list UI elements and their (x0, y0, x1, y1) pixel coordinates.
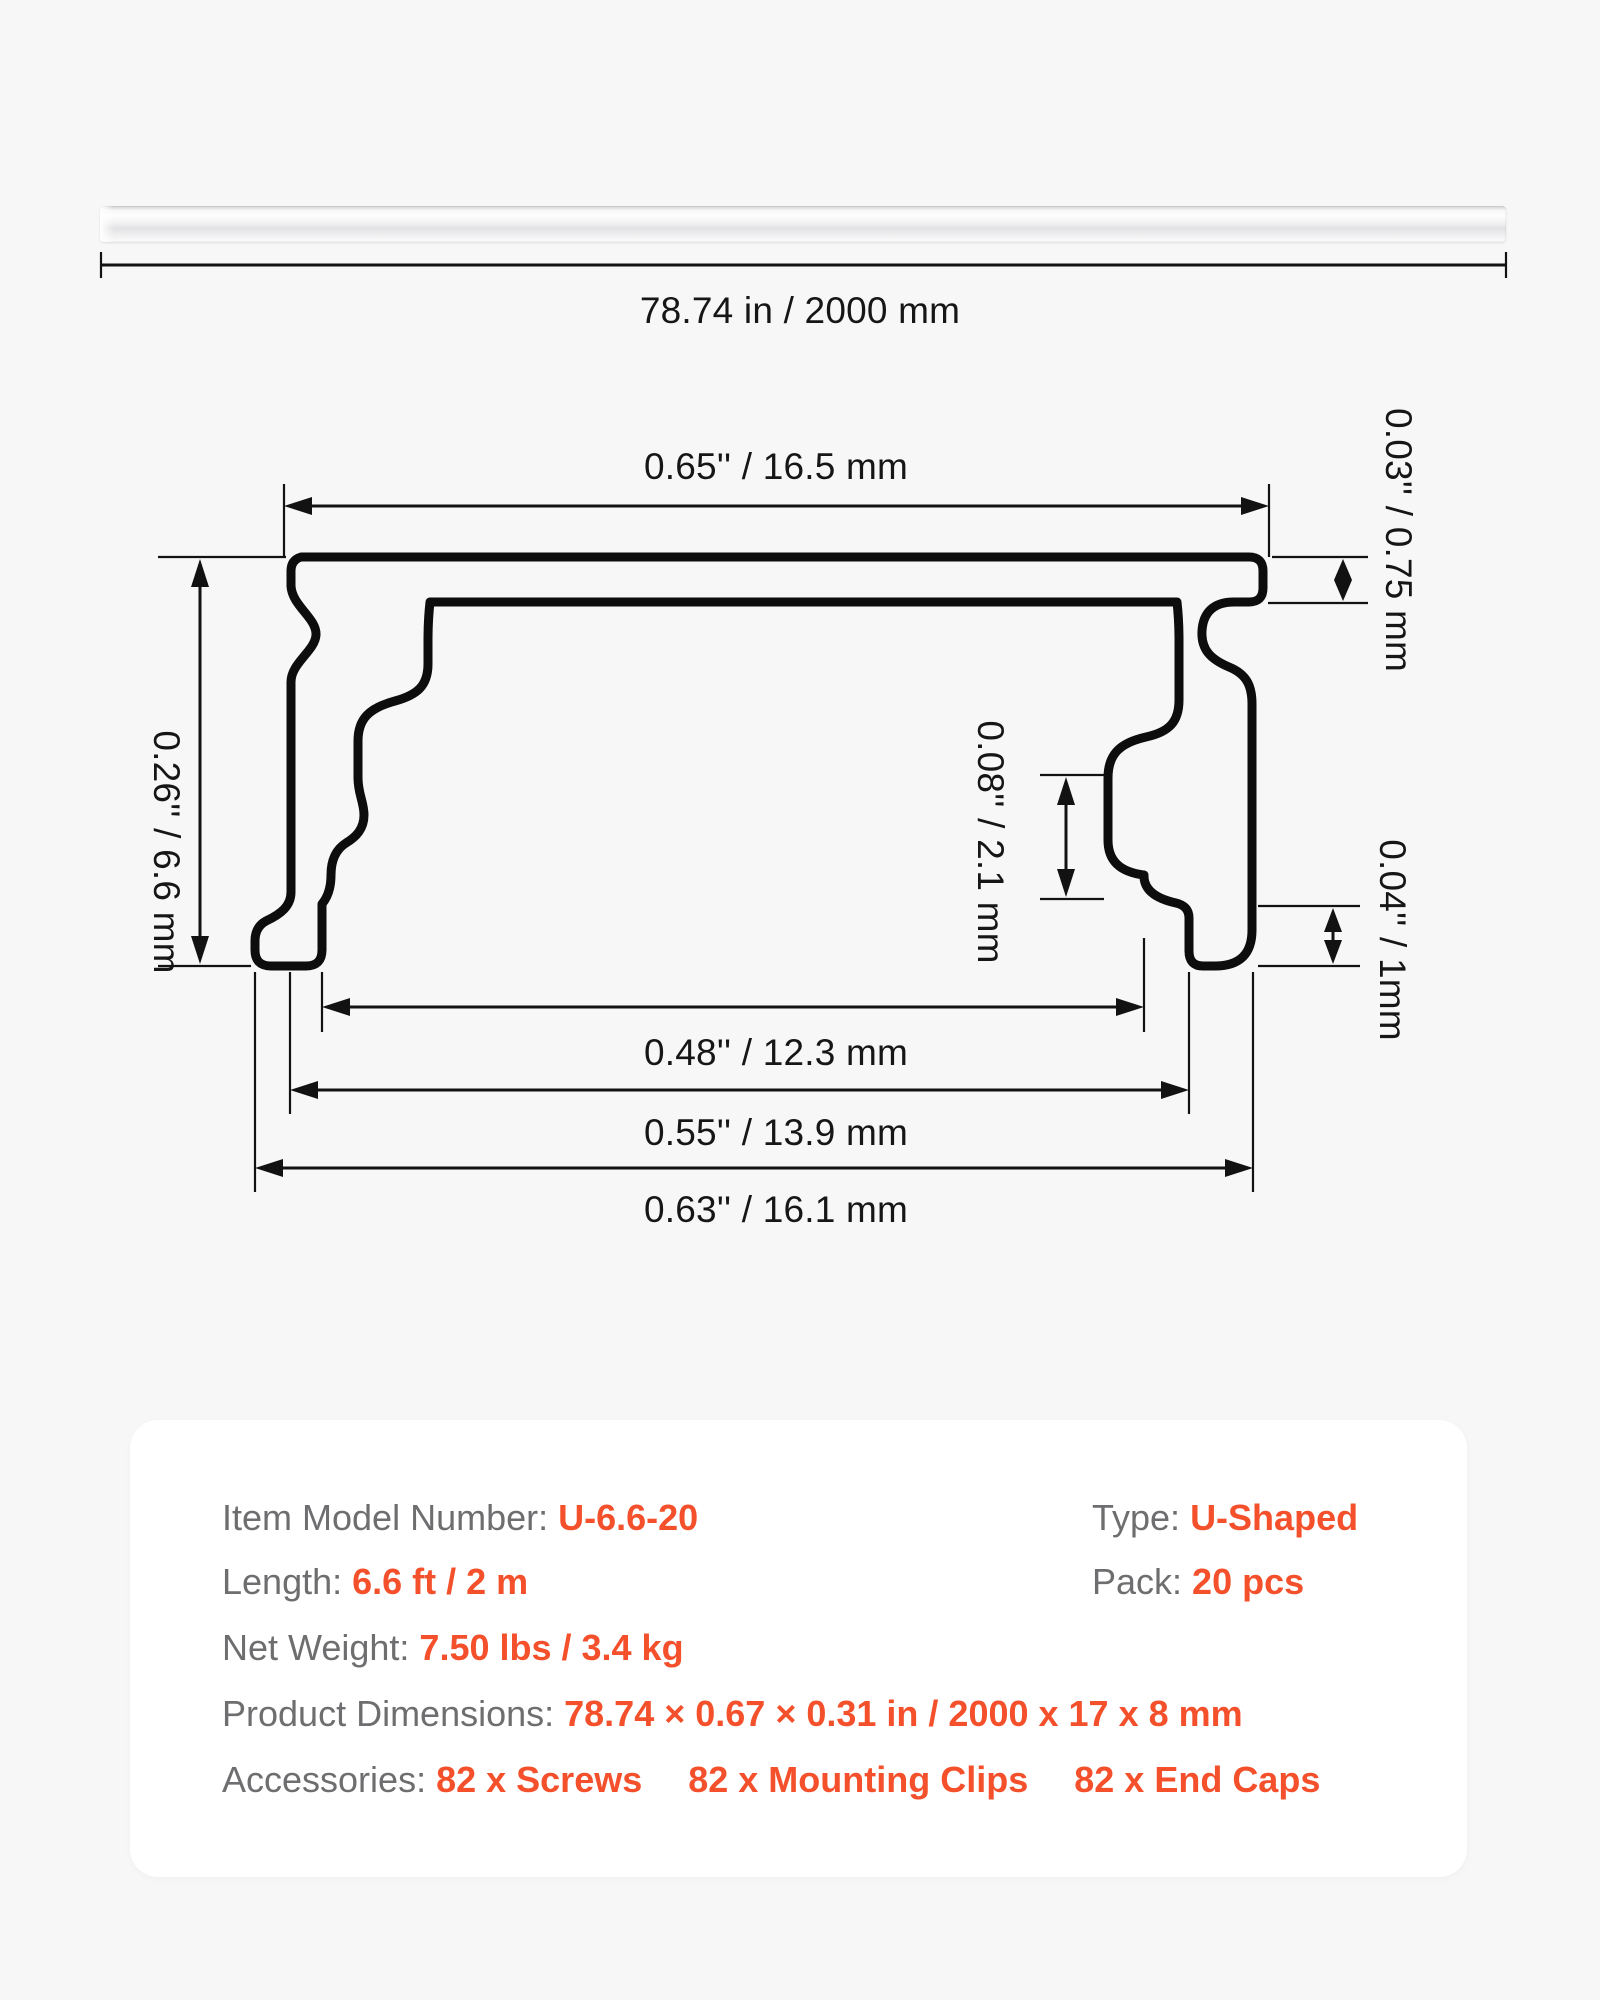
spec-label-pack: Pack: (1092, 1561, 1193, 1602)
spec-value-pack: 20 pcs (1192, 1561, 1305, 1602)
label-top-wall: 0.03'' / 0.75 mm (1378, 407, 1419, 673)
label-overall-height: 0.26'' / 6.6 mm (146, 730, 187, 974)
spec-label-model: Item Model Number: (222, 1497, 559, 1538)
label-top-width: 0.65'' / 16.5 mm (643, 446, 909, 487)
spec-value-endcaps: 82 x End Caps (1074, 1759, 1321, 1800)
spec-value-model: U-6.6-20 (558, 1497, 699, 1538)
spec-row-accessories (222, 1759, 1320, 1801)
spec-row-model (222, 1497, 698, 1539)
label-foot-height: 0.04'' / 1mm (1372, 839, 1413, 1041)
spec-row-type (1092, 1497, 1358, 1539)
spec-value-weight: 7.50 lbs / 3.4 kg (419, 1627, 684, 1668)
profile-outline (255, 557, 1263, 966)
label-outer-width: 0.63'' / 16.1 mm (643, 1189, 909, 1230)
spec-row-length (222, 1561, 528, 1603)
dim-top-wall (1268, 557, 1368, 603)
spec-label-type: Type: (1092, 1497, 1191, 1538)
spec-value-clips: 82 x Mounting Clips (688, 1759, 1029, 1800)
spec-label-length: Length: (222, 1561, 353, 1602)
spec-value-type: U-Shaped (1190, 1497, 1359, 1538)
label-inner-step: 0.08'' / 2.1 mm (970, 720, 1011, 964)
spec-label-weight: Net Weight: (222, 1627, 420, 1668)
dim-inner-step (1040, 775, 1104, 899)
dim-foot-height (1258, 906, 1360, 966)
spec-label-accessories: Accessories: (222, 1759, 437, 1800)
spec-value-screws: 82 x Screws (436, 1759, 643, 1800)
spec-row-dimensions (222, 1693, 1243, 1735)
spec-value-dimensions: 78.74 × 0.67 × 0.31 in / 2000 x 17 x 8 mm (564, 1693, 1243, 1734)
label-mid-width: 0.55'' / 13.9 mm (643, 1112, 909, 1153)
spec-row-pack (1092, 1561, 1304, 1603)
label-inner-width: 0.48'' / 12.3 mm (643, 1032, 909, 1073)
spec-card (130, 1420, 1467, 1877)
label-overall-length: 78.74 in / 2000 mm (639, 290, 961, 331)
dim-overall-length (101, 252, 1506, 278)
dim-top-width (284, 484, 1269, 557)
dim-outer-width (255, 972, 1253, 1192)
spec-value-length: 6.6 ft / 2 m (352, 1561, 529, 1602)
spec-row-weight (222, 1627, 684, 1669)
spec-label-dimensions: Product Dimensions: (222, 1693, 565, 1734)
dim-inner-width (322, 938, 1144, 1032)
